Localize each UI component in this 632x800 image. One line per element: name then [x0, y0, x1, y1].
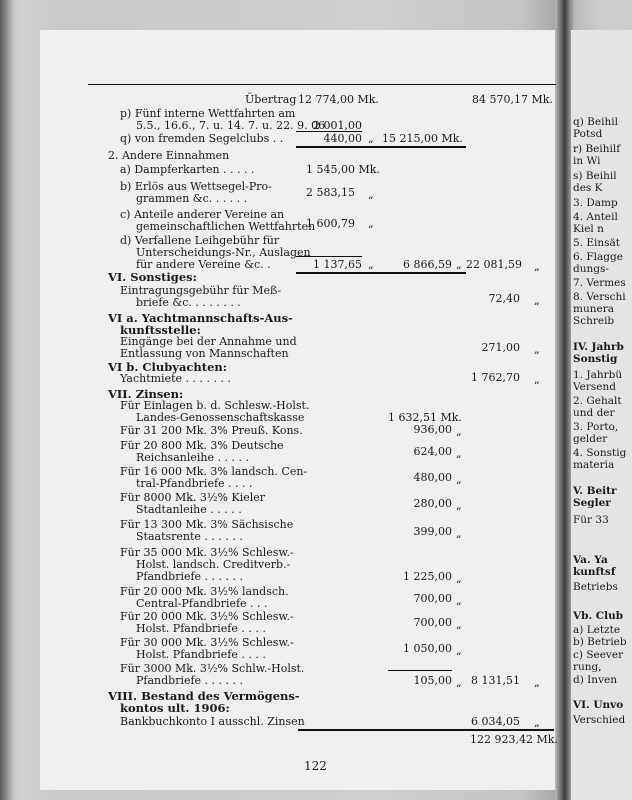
section-viii-heading-line1: VIII. Bestand des Vermögens- [108, 689, 300, 703]
interest-item-line1: Für 16 000 Mk. 3% landsch. Cen- [120, 465, 308, 478]
section-viii-amount: 6 034,05 [471, 715, 520, 728]
item-b-amount: 2 583,15 [306, 186, 355, 199]
right-page-line: 6. Flagge [573, 251, 623, 263]
section-2-heading: 2. Andere Einnahmen [108, 149, 230, 162]
income-total: 22 081,59 [466, 258, 522, 271]
right-page-line: b) Betrieb [573, 636, 627, 648]
interest-item-line2: Holst. Pfandbriefe . . . . [136, 622, 266, 635]
section-vi-heading: VI. Sonstiges: [108, 270, 197, 284]
section-vib-amount: 1 762,70 [471, 371, 520, 384]
right-page-line: kunftsf [573, 566, 616, 578]
section-via-heading-line2: kunftsstelle: [120, 323, 201, 337]
item-q-subtotal: 15 215,00 Mk. [382, 132, 463, 145]
ditto-mark: „ [456, 499, 462, 512]
top-rule [88, 84, 556, 85]
ditto-mark: „ [456, 425, 462, 438]
section-via-amount: 271,00 [481, 341, 520, 354]
right-page-line: 4. Anteil [573, 211, 618, 223]
right-page-line: Potsd [573, 128, 603, 140]
item-p-line2: 5.5., 16.6., 7. u. 14. 7. u. 22. 9. 06 [136, 119, 326, 132]
ditto-mark: „ [456, 258, 462, 271]
interest-item-amount: 399,00 [413, 525, 452, 538]
interest-item-line1: Für 3000 Mk. 3½% Schlw.-Holst. [120, 662, 305, 675]
ditto-mark: „ [456, 594, 462, 607]
right-page-line: 1. Jahrbü [573, 369, 623, 381]
interest-item-line2: Central-Pfandbriefe . . . [136, 597, 268, 610]
item-q-line1: q) von fremden Segelclubs . . [120, 132, 284, 145]
right-page-line: VI. Unvo [573, 699, 624, 711]
interest-item-line1: Für 30 000 Mk. 3½% Schlesw.- [120, 636, 294, 649]
section-via-line2: Entlassung von Mannschaften [120, 347, 289, 360]
right-page-line: und der [573, 407, 615, 419]
item-b-line1: b) Erlös aus Wettsegel-Pro- [120, 180, 272, 193]
item-d-line3: für andere Vereine &c. . [136, 258, 271, 271]
right-page-line: Kiel n [573, 223, 604, 235]
section-viii-heading-line2: kontos ult. 1906: [120, 701, 230, 715]
book-spine [555, 0, 571, 800]
section-vi-line1: Eintragungsgebühr für Meß- [120, 284, 282, 297]
ditto-mark: „ [456, 676, 462, 689]
interest-item-line1: Für Einlagen b. d. Schlesw.-Holst. [120, 399, 310, 412]
interest-item-line2: Staatsrente . . . . . . [136, 530, 243, 543]
ditto-mark: „ [456, 473, 462, 486]
right-page-line: r) Beihilf [573, 143, 621, 155]
interest-item-line1: Für 20 000 Mk. 3½% Schlesw.- [120, 610, 294, 623]
interest-item-line2: Holst. Pfandbriefe . . . . [136, 648, 266, 661]
item-p-line1: p) Fünf interne Wettfahrten am [120, 107, 296, 120]
right-page-line: Versend [573, 381, 616, 393]
section-vi-amount: 72,40 [488, 292, 520, 305]
right-page-line: Schreib [573, 315, 615, 327]
item-c-line1: c) Anteile anderer Vereine an [120, 208, 285, 221]
ditto-mark: „ [456, 618, 462, 631]
interest-total: 8 131,51 [471, 674, 520, 687]
section-vi-line2: briefe &c. . . . . . . . [136, 296, 241, 309]
ditto-mark: „ [368, 132, 374, 145]
rule [296, 272, 466, 274]
item-a-line1: a) Dampferkarten . . . . . [120, 163, 255, 176]
right-page-line: Für 33 [573, 514, 609, 526]
interest-item-amount: 280,00 [413, 497, 452, 510]
ditto-mark: „ [534, 716, 540, 729]
item-b-line2: grammen &c. . . . . . [136, 192, 248, 205]
interest-item-line1: Für 31 200 Mk. 3% Preuß. Kons. [120, 424, 303, 437]
section-vii-heading: VII. Zinsen: [108, 387, 184, 401]
rule [296, 256, 362, 257]
right-page-line: 8. Verschi [573, 291, 626, 303]
right-page-line: V. Beitr [573, 485, 617, 497]
right-page-line: Betriebs [573, 581, 618, 593]
right-page-line: 3. Porto, [573, 421, 619, 433]
interest-item-line3: Pfandbriefe . . . . . . [136, 570, 244, 583]
right-page-line: munera [573, 303, 614, 315]
ditto-mark: „ [456, 572, 462, 585]
ditto-mark: „ [456, 527, 462, 540]
section-viii-line1: Bankbuchkonto I ausschl. Zinsen [120, 715, 305, 728]
interest-item-amount: 700,00 [413, 592, 452, 605]
right-page-line: IV. Jahrb [573, 341, 624, 353]
interest-item-amount: 936,00 [413, 423, 452, 436]
carry-amount-col4: 84 570,17 Mk. [472, 93, 553, 106]
interest-item-line1: Für 35 000 Mk. 3½% Schlesw.- [120, 546, 294, 559]
ditto-mark: „ [368, 188, 374, 201]
ditto-mark: „ [456, 644, 462, 657]
rule [296, 146, 466, 148]
right-page-line: d) Inven [573, 674, 617, 686]
right-page-line: Segler [573, 497, 611, 509]
item-q-amount: 440,00 [323, 132, 362, 145]
section-via-heading-line1: VI a. Yachtmannschafts-Aus- [108, 311, 293, 325]
right-page-line: Sonstig [573, 353, 618, 365]
interest-item-line2: tral-Pfandbriefe . . . . [136, 477, 253, 490]
item-d-line2: Unterscheidungs-Nr., Auslagen [136, 246, 311, 259]
carry-label: Übertrag [245, 93, 297, 106]
interest-item-amount: 105,00 [413, 674, 452, 687]
right-page-line: materia [573, 459, 615, 471]
ditto-mark: „ [456, 447, 462, 460]
right-page-line: 2. Gehalt [573, 395, 622, 407]
grand-total: 122 923,42 Mk. [470, 733, 558, 746]
item-c-line2: gemeinschaftlichen Wettfahrten [136, 220, 316, 233]
item-c-amount: 1 600,79 [306, 217, 355, 230]
item-d-line1: d) Verfallene Leihgebühr für [120, 234, 280, 247]
carry-amount-col1: 12 774,00 Mk. [298, 93, 379, 106]
interest-item-line1: Für 8000 Mk. 3½% Kieler [120, 491, 266, 504]
interest-item-line1: Für 20 000 Mk. 3½% landsch. [120, 585, 289, 598]
interest-item-amount: 1 632,51 Mk. [388, 411, 462, 424]
right-page-line: gelder [573, 433, 608, 445]
interest-item-line2: Reichsanleihe . . . . . [136, 451, 249, 464]
final-rule [298, 729, 554, 731]
right-page-line: q) Beihil [573, 116, 618, 128]
page-number: 122 [304, 759, 327, 773]
right-page-line: Vb. Club [573, 610, 624, 622]
right-page-line: 3. Damp [573, 197, 618, 209]
ditto-mark: „ [368, 258, 374, 271]
ditto-mark: „ [534, 260, 540, 273]
right-page-line: c) Seever [573, 649, 624, 661]
ditto-mark: „ [534, 373, 540, 386]
right-page-line: Verschied [573, 714, 626, 726]
right-page-line: 7. Vermes [573, 277, 626, 289]
interest-item-line2: Pfandbriefe . . . . . . [136, 674, 244, 687]
rule [388, 670, 452, 671]
section-vib-line1: Yachtmiete . . . . . . . [120, 372, 231, 385]
item-d-amount: 1 137,65 [313, 258, 362, 271]
right-page-line: 5. Einsät [573, 237, 621, 249]
interest-item-line2: Landes-Genossenschaftskasse [136, 411, 305, 424]
right-page-line: a) Letzte [573, 624, 621, 636]
right-page-line: 4. Sonstig [573, 447, 627, 459]
right-page-line: rung, [573, 661, 602, 673]
interest-item-line2: Holst. landsch. Creditverb.- [136, 558, 291, 571]
section-2-subtotal: 6 866,59 [403, 258, 452, 271]
ditto-mark: „ [368, 217, 374, 230]
right-page-line: des K [573, 182, 603, 194]
right-page-line: dungs- [573, 263, 609, 275]
interest-item-amount: 624,00 [413, 445, 452, 458]
ditto-mark: „ [534, 343, 540, 356]
interest-item-amount: 480,00 [413, 471, 452, 484]
interest-item-line1: Für 13 300 Mk. 3% Sächsische [120, 518, 294, 531]
right-page-line: s) Beihil [573, 170, 617, 182]
right-page-line: Va. Ya [573, 554, 608, 566]
ditto-mark: „ [534, 676, 540, 689]
section-via-line1: Eingänge bei der Annahme und [120, 335, 297, 348]
interest-item-amount: 700,00 [413, 616, 452, 629]
right-page [571, 30, 632, 800]
section-vib-heading: VI b. Clubyachten: [108, 360, 228, 374]
interest-item-line2: Stadtanleihe . . . . . [136, 503, 242, 516]
interest-item-amount: 1 050,00 [403, 642, 452, 655]
item-p-amount: 2 001,00 [313, 119, 362, 132]
right-page-line: in Wi [573, 155, 601, 167]
item-a-amount: 1 545,00 Mk. [306, 163, 380, 176]
interest-item-amount: 1 225,00 [403, 570, 452, 583]
ditto-mark: „ [534, 294, 540, 307]
interest-item-line1: Für 20 800 Mk. 3% Deutsche [120, 439, 284, 452]
